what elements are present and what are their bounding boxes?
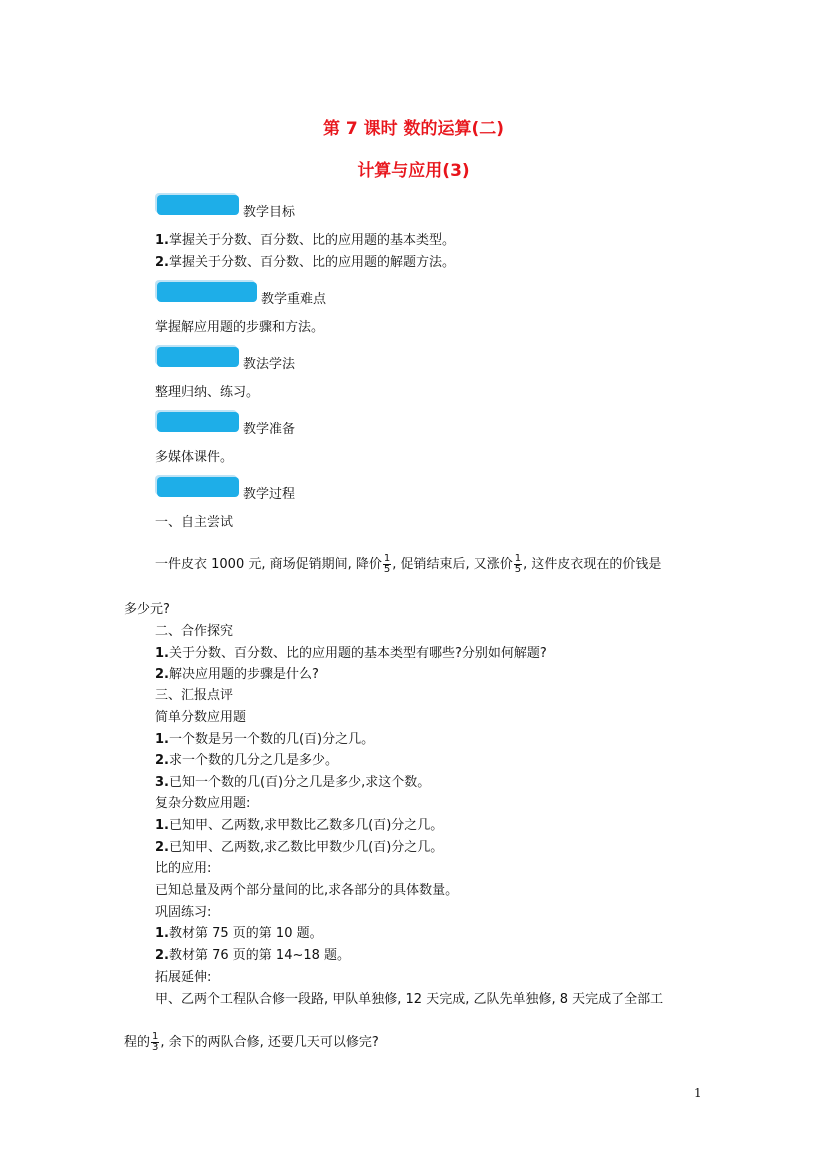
section-label: 教学目标: [243, 205, 296, 220]
page-number: 1: [694, 1086, 702, 1100]
preparation-text: 多媒体课件。: [155, 450, 234, 465]
part1-heading: 一、自主尝试: [155, 515, 234, 530]
part2-heading: 二、合作探究: [155, 624, 234, 639]
section-marker-icon: [157, 477, 239, 497]
simple-item-3: 3.已知一个数的几(百)分之几是多少,求这个数。: [155, 775, 431, 790]
section-label: 教学重难点: [261, 292, 327, 307]
practice-item-1: 1.教材第 75 页的第 10 题。: [155, 926, 323, 941]
simple-item-2: 2.求一个数的几分之几是多少。: [155, 753, 338, 768]
section-marker-icon: [157, 282, 257, 302]
section-marker-icon: [157, 412, 239, 432]
goal-item-1: 1.掌握关于分数、百分数、比的应用题的基本类型。: [155, 233, 455, 248]
extension-heading: 拓展延伸:: [155, 970, 212, 985]
section-label: 教学过程: [243, 487, 296, 502]
ratio-heading: 比的应用:: [155, 861, 212, 876]
section-label: 教法学法: [243, 357, 296, 372]
fraction: $\frac{1}{3}$: [152, 1031, 159, 1053]
section-label: 教学准备: [243, 422, 296, 437]
complex-heading: 复杂分数应用题:: [155, 796, 251, 811]
section-marker-icon: [157, 347, 239, 367]
ratio-text: 已知总量及两个部分量间的比,求各部分的具体数量。: [155, 883, 459, 898]
complex-item-1: 1.已知甲、乙两数,求甲数比乙数多几(百)分之几。: [155, 818, 444, 833]
part3-heading: 三、汇报点评: [155, 688, 234, 703]
section-marker-icon: [157, 195, 239, 215]
lesson-title: 第 7 课时 数的运算(二): [322, 119, 505, 139]
part2-item-1: 1.关于分数、百分数、比的应用题的基本类型有哪些?分别如何解题?: [155, 646, 547, 661]
key-points-text: 掌握解应用题的步骤和方法。: [155, 320, 325, 335]
fraction: $\frac{1}{5}$: [514, 553, 522, 575]
simple-item-1: 1.一个数是另一个数的几(百)分之几。: [155, 732, 375, 747]
complex-item-2: 2.已知甲、乙两数,求乙数比甲数少几(百)分之几。: [155, 840, 444, 855]
extension-text: 甲、乙两个工程队合修一段路, 甲队单独修, 12 天完成, 乙队先单独修, 8 天完成了全部工: [155, 992, 664, 1007]
lesson-subtitle: 计算与应用(3): [357, 161, 470, 181]
goal-item-2: 2.掌握关于分数、百分数、比的应用题的解题方法。: [155, 255, 455, 270]
question-1-cont: 多少元?: [124, 602, 170, 617]
practice-heading: 巩固练习:: [155, 905, 212, 920]
fraction: $\frac{1}{5}$: [383, 553, 391, 575]
question-1: 一件皮衣 1000 元, 商场促销期间, 降价 $\frac{1}{5}$ , 促销结束后, 又涨价 $\frac{1}{5}$ , 这件皮衣现在的价钱是: [155, 553, 662, 575]
extension-text-cont: 程的 $\frac{1}{3}$ , 余下的两队合修, 还要几天可以修完?: [124, 1031, 379, 1053]
methods-text: 整理归纳、练习。: [155, 385, 260, 400]
simple-heading: 简单分数应用题: [155, 710, 247, 725]
practice-item-2: 2.教材第 76 页的第 14~18 题。: [155, 948, 351, 963]
part2-item-2: 2.解决应用题的步骤是什么?: [155, 667, 319, 682]
